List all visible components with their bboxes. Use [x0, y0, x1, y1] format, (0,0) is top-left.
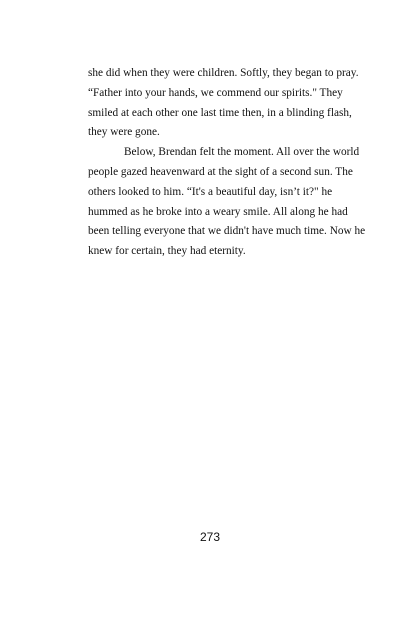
- text-line: they were gone.: [88, 126, 160, 139]
- text-line: been telling everyone that we didn't have much time. Now he: [88, 225, 366, 238]
- text-line: “Father into your hands, we commend our spirits." They: [88, 86, 343, 99]
- text-line: others looked to him. “It's a beautiful day, isn’t it?" he: [88, 185, 333, 198]
- text-line: knew for certain, they had eternity.: [88, 245, 246, 258]
- text-line: people gazed heavenward at the sight of a second sun. The: [88, 165, 353, 178]
- text-line: smiled at each other one last time then, in a blinding flash,: [88, 106, 352, 119]
- paragraph-first-line: Below, Brendan felt the moment. All over the world: [124, 146, 360, 159]
- page-number: 273: [199, 530, 221, 544]
- text-line: hummed as he broke into a weary smile. All along he had: [88, 205, 348, 218]
- body-text: [88, 64, 366, 262]
- text-line: she did when they were children. Softly, they began to pray.: [88, 67, 359, 79]
